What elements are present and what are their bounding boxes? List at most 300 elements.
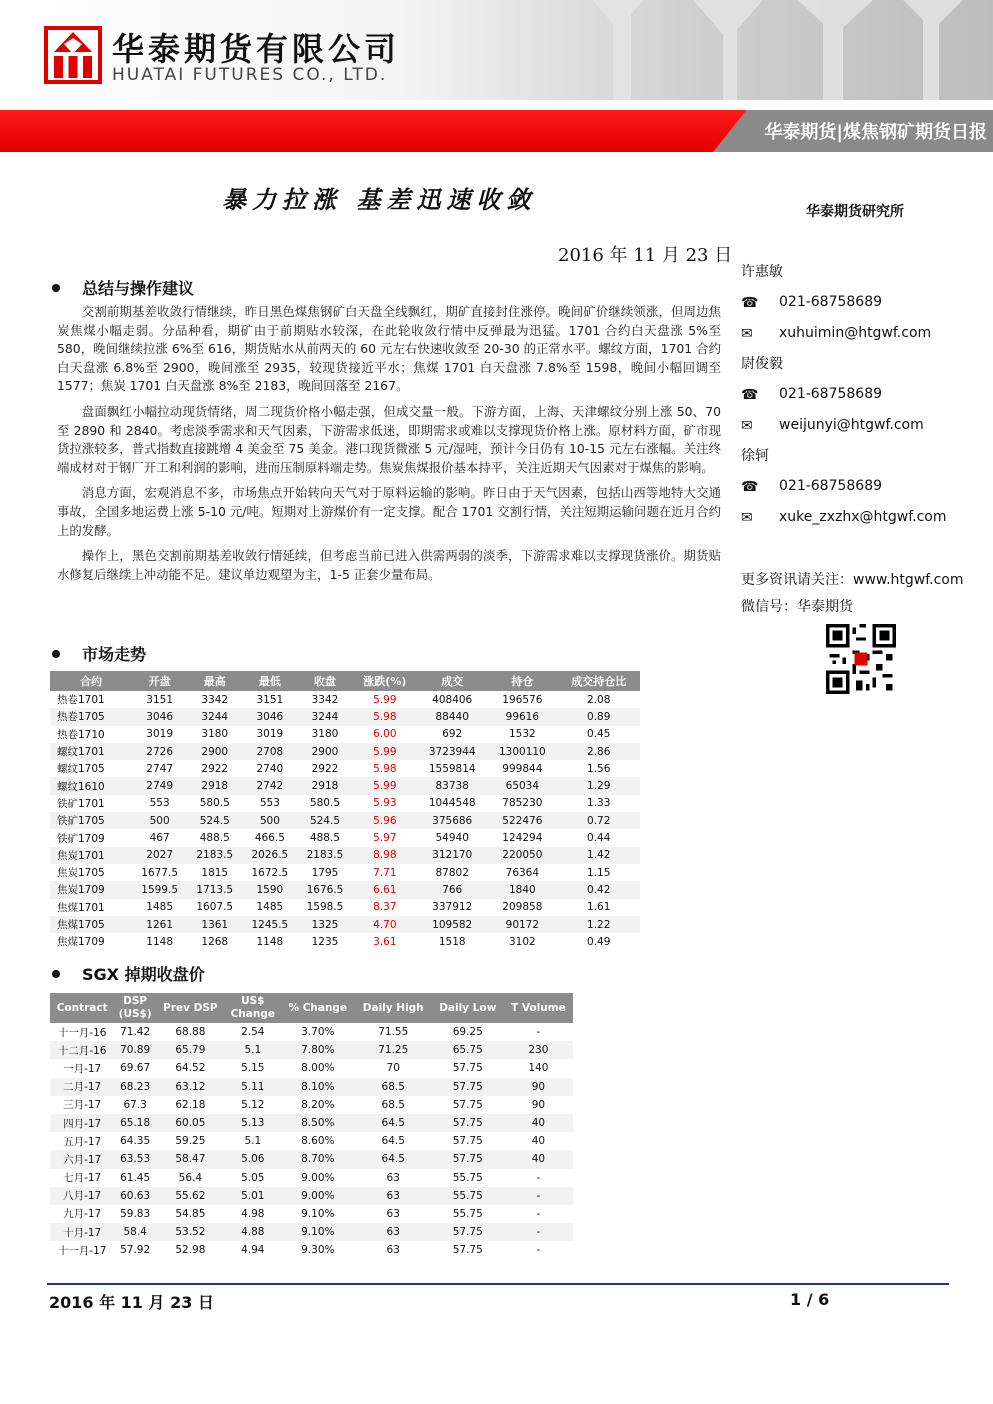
phone-text: 021-68758689 [779,294,883,310]
table-cell: 2742 [242,777,297,794]
table-cell: 55.75 [452,1171,483,1184]
table-cell: 58.47 [156,1150,225,1168]
table-cell: 一月-17 [63,1062,102,1075]
table-cell: 52.98 [175,1244,206,1257]
table-cell: 3151 [146,693,174,706]
table-cell: 十月-17 [50,1223,114,1241]
table-cell: 螺纹1610 [50,777,132,794]
table-cell: 0.45 [587,728,611,741]
table-cell: - [536,1171,541,1184]
table-cell: 1672.5 [251,866,289,879]
table-cell: 220050 [487,847,557,864]
table-cell: 1676.5 [297,881,352,898]
table-cell: 1300110 [487,743,557,760]
table-cell: 1559814 [428,762,476,775]
table-cell: 87802 [435,866,469,879]
table-cell: 5.98 [353,708,418,725]
table-cell: 2922 [201,762,229,775]
table-cell: 88440 [417,708,487,725]
table-cell: 60.05 [156,1114,225,1132]
table-row [50,1023,573,1041]
table-cell: 76364 [505,866,540,879]
table-cell: 61.45 [120,1171,151,1184]
table-cell: 1268 [201,935,229,948]
table-cell: 70.89 [114,1041,156,1059]
table-cell: 1485 [256,901,284,914]
table-cell: 2027 [132,847,187,864]
table-cell: 68.5 [381,1098,405,1111]
table-cell: 55.75 [452,1207,483,1220]
table-cell: 57.75 [452,1098,483,1111]
report-date: 2016 年 11 月 23 日 [558,245,733,266]
table-cell: 53.52 [156,1223,225,1241]
column-header: 最高 [187,671,242,691]
column-header: 开盘 [132,671,187,691]
table-cell: 999844 [502,762,543,775]
table-cell: 1.61 [587,901,611,914]
table-cell: 2749 [132,777,187,794]
table-cell: 5.97 [373,832,397,845]
table-cell: 67.3 [123,1098,147,1111]
table-cell: 1677.5 [141,866,179,879]
column-header: 成交 [417,671,487,691]
table-row [50,691,640,708]
table-row [50,1041,573,1059]
column-header: 最低 [242,671,297,691]
table-cell: 1840 [487,881,557,898]
summary-paragraph: 交割前期基差收敛行情继续，昨日黑色煤焦钢矿白天盘全线飘红，期矿直接封住涨停。晚间矿价继续领涨，但周边焦炭焦煤小幅走弱。分品种看，期矿由于前期贴水较深，在此轮收敛行情中反弹最为迅猛。1701 合约白天盘涨 5%至 580，晚间继续拉涨 6%至 616，期货贴水从前两天的 60 元左右快速收敛至 20-30 的正常水平。螺纹方面，1701 合约白天盘涨 6.8%至 2900，晚间涨至 2935，较现货接近平水；焦煤 1701 白天盘涨 7.8%至 1598，晚间小幅回调至 1577；焦炭 1701 白天盘涨 8%至 2183，晚间回落至 2167。 [57,304,721,394]
table-cell: - [536,1207,541,1220]
table-cell: 63 [386,1171,400,1184]
table-cell: 90172 [487,916,557,933]
table-row [50,743,640,760]
table-cell: 1361 [187,916,242,933]
table-row [50,1150,573,1168]
analyst-email[interactable] [741,323,986,354]
table-cell: 64.5 [355,1114,432,1132]
analyst-phone [741,384,986,415]
table-cell: 1235 [311,935,339,948]
column-header: Contract [50,993,114,1023]
table-cell: 八月-17 [50,1187,114,1205]
table-cell: 3244 [297,708,352,725]
page-number: 1 / 6 [790,1290,830,1309]
summary-heading-text: 总结与操作建议 [82,279,195,298]
column-header: 涨跌(%) [353,671,418,691]
table-row [50,1169,573,1187]
table-cell: 1599.5 [132,881,187,898]
table-cell: 64.5 [381,1135,405,1148]
table-cell: 64.5 [355,1150,432,1168]
header-decoration [573,0,993,100]
table-row [50,899,640,916]
table-cell: - [504,1223,573,1241]
table-cell: 56.4 [178,1171,203,1184]
table-cell: 1.29 [557,777,640,794]
table-header-row [50,993,573,1023]
table-cell: 54.85 [175,1207,206,1220]
table-cell: 4.88 [225,1223,281,1241]
table-cell: 1245.5 [242,916,297,933]
table-cell: 408406 [432,693,473,706]
table-cell: 57.75 [452,1062,483,1075]
table-cell: 7.80% [281,1041,355,1059]
table-cell: 64.35 [120,1135,151,1148]
table-cell: 五月-17 [63,1135,102,1148]
table-cell: 69.67 [120,1062,151,1075]
table-cell: 3046 [242,708,297,725]
table-cell: 铁矿1705 [50,812,132,829]
table-cell: 3.61 [373,935,397,948]
table-cell: 488.5 [309,832,340,845]
report-banner [0,110,993,152]
mail-icon: ✉ [741,326,753,342]
table-cell: 337912 [432,901,473,914]
table-cell: 3.70% [301,1026,335,1039]
table-cell: 140 [528,1062,549,1075]
table-cell: 57.75 [432,1150,504,1168]
summary-paragraph: 操作上，黑色交割前期基差收敛行情延续，但考虑当前已进入供需两弱的淡季，下游需求难以支撑现货涨价。期货贴水修复后继续上冲动能不足。建议单边观望为主，1-5 正套少量布局。 [57,548,721,582]
more-info-link[interactable]: 更多资讯请关注：www.htgwf.com [741,572,964,588]
table-cell: 铁矿1709 [57,832,105,845]
table-cell: 1.33 [587,797,611,810]
table-row [50,1205,573,1223]
analyst-email[interactable] [741,507,986,538]
table-row [50,726,640,743]
email-text[interactable]: xuke_zxzhx@htgwf.com [779,509,947,525]
footer-divider [47,1283,949,1285]
table-cell: 2922 [311,762,339,775]
table-row [50,795,640,812]
table-cell: 焦炭1709 [50,881,132,898]
table-row [50,1096,573,1114]
bullet-icon [52,284,60,292]
mail-icon: ✉ [741,418,753,434]
table-cell: 5.11 [225,1078,281,1096]
table-cell: 热卷1701 [57,694,105,707]
table-cell: 63 [355,1223,432,1241]
table-cell: 65.75 [432,1041,504,1059]
analyst-name: 许惠敏 [741,264,783,280]
table-cell: 七月-17 [63,1172,102,1185]
table-cell: 2026.5 [242,847,297,864]
table-cell: 40 [504,1150,573,1168]
table-cell: 5.98 [373,762,397,775]
table-cell: 2726 [132,743,187,760]
table-cell: 1325 [297,916,352,933]
table-cell: 55.75 [432,1187,504,1205]
table-cell: 63.53 [114,1150,156,1168]
sgx-heading [52,962,205,985]
table-cell: 九月-17 [63,1208,102,1221]
table-cell: 9.00% [301,1171,335,1184]
table-cell: 70 [386,1062,400,1075]
table-cell: 3180 [201,728,229,741]
table-cell: 2918 [297,777,352,794]
footer-date: 2016 年 11 月 23 日 [49,1293,214,1312]
page-header [0,0,993,100]
table-body [50,691,640,950]
table-cell: 焦煤1705 [50,916,132,933]
table-cell: 68.5 [355,1078,432,1096]
table-cell: 2.54 [241,1026,265,1039]
table-cell: 焦炭1705 [57,867,105,880]
column-header: US$ Change [225,993,281,1023]
table-cell: 8.50% [281,1114,355,1132]
table-cell: 60.63 [114,1187,156,1205]
email-text[interactable]: weijunyi@htgwf.com [779,417,924,433]
table-cell: 2900 [297,743,352,760]
table-cell: 螺纹1705 [57,763,105,776]
table-cell: 375686 [417,812,487,829]
table-cell: 5.99 [373,693,397,706]
table-cell: 9.10% [301,1207,335,1220]
table-cell: 99616 [487,708,557,725]
table-cell: 57.92 [120,1244,151,1257]
table-row [50,1078,573,1096]
table-cell: 3102 [508,935,536,948]
column-header: % Change [281,993,355,1023]
table-header-row [50,671,640,691]
table-cell: 57.75 [432,1078,504,1096]
table-cell: 68.23 [114,1078,156,1096]
analyst-contacts [741,262,986,538]
table-cell: 63 [386,1244,400,1257]
table-cell: 焦煤1701 [57,901,105,914]
table-cell: 68.88 [175,1026,206,1039]
table-cell: 65.18 [114,1114,156,1132]
table-cell: 90 [531,1098,546,1111]
table-cell: 63 [355,1187,432,1205]
table-cell: 785230 [502,797,543,810]
table-cell: 十一月-17 [57,1244,107,1257]
table-cell: 553 [149,797,170,810]
table-cell: 124294 [502,832,543,845]
table-cell: 59.83 [120,1207,151,1220]
table-cell: 40 [504,1114,573,1132]
table-row [50,881,640,898]
table-cell: 63 [386,1207,400,1220]
report-title: 暴力拉涨 基差迅速收敛 [222,185,537,214]
table-cell: 69.25 [452,1026,483,1039]
table-cell: 5.93 [373,797,397,810]
wechat-id: 微信号：华泰期货 [741,599,853,615]
table-cell: 3019 [146,728,174,741]
table-cell: 500 [132,812,187,829]
table-cell: 524.5 [297,812,352,829]
table-cell: 57.75 [452,1135,483,1148]
column-header: 收盘 [297,671,352,691]
table-cell: 522476 [487,812,557,829]
table-cell: 467 [149,832,170,845]
table-cell: 热卷1705 [50,708,132,725]
summary-body [57,303,721,591]
column-header: Daily High [355,993,432,1023]
sgx-heading-text: SGX 掉期收盘价 [82,965,205,984]
table-cell: 553 [259,797,280,810]
table-row [50,933,640,950]
table-cell: 1148 [256,935,284,948]
table-cell: 1518 [438,935,466,948]
table-cell: 5.99 [353,777,418,794]
table-cell: 1.22 [557,916,640,933]
table-cell: 5.99 [353,743,418,760]
table-cell: 4.98 [241,1207,265,1220]
table-cell: 3342 [311,693,339,706]
table-cell: 63.12 [156,1078,225,1096]
report-name: 华泰期货|煤焦钢矿期货日报 [764,122,987,143]
table-cell: 十一月-16 [57,1026,107,1039]
table-cell: 铁矿1701 [57,797,105,810]
table-cell: 1532 [508,728,536,741]
column-header: 合约 [50,671,132,691]
table-cell: 1590 [242,881,297,898]
table-cell: 4.94 [241,1244,265,1257]
table-cell: 焦炭1701 [50,847,132,864]
table-cell: 三月-17 [63,1099,102,1112]
table-cell: 8.00% [301,1062,335,1075]
table-cell: 3723944 [417,743,487,760]
table-row [50,760,640,777]
table-cell: 109582 [417,916,487,933]
table-row [50,1059,573,1077]
company-name-en: HUATAI FUTURES CO., LTD. [112,65,388,85]
phone-icon: ☎ [741,295,759,311]
table-cell: 7.71 [373,866,397,879]
table-body [50,1023,573,1259]
analyst-name: 徐轲 [741,448,769,464]
table-cell: 8.70% [281,1150,355,1168]
bullet-icon [52,970,60,978]
table-cell: 83738 [417,777,487,794]
table-cell: 65.79 [156,1041,225,1059]
table-cell: 5.96 [353,812,418,829]
table-cell: 2.08 [587,693,611,706]
table-cell: 65034 [487,777,557,794]
table-cell: 40 [531,1135,546,1148]
analyst-email[interactable] [741,415,986,446]
table-cell: 1.56 [587,762,611,775]
table-row [50,1132,573,1150]
table-cell: 580.5 [199,797,230,810]
phone-text: 021-68758689 [779,478,883,494]
table-cell: 8.37 [373,901,397,914]
phone-text: 021-68758689 [779,386,883,402]
table-cell: 9.10% [281,1223,355,1241]
table-row [50,1241,573,1259]
table-row [50,847,640,864]
table-cell: 2708 [242,743,297,760]
table-cell: 57.75 [432,1223,504,1241]
table-cell: 1.42 [557,847,640,864]
summary-paragraph: 盘面飘红小幅拉动现货情绪，周二现货价格小幅走强，但成交量一般。下游方面，上海、天津螺纹分别上涨 50、70 至 2890 和 2840。考虑淡季需求和天气因素，下游需求低迷，即期需求或难以支撑现货价格上涨。原材料方面，矿市现货拉涨较多，普式指数直接跳增 4 美金至 75 美金。港口现货微涨 5 元/湿吨，预计今日仍有 10-15 元左右涨幅。关注终端成材对于钢厂开工和利润的影响，进而压制原料端走势。焦炭焦煤报价基本持平，关注近期天气因素对于煤焦的影响。 [57,403,721,475]
table-row [50,829,640,846]
table-cell: 196576 [502,693,543,706]
table-cell: 5.01 [225,1187,281,1205]
table-cell: 六月-17 [50,1150,114,1168]
table-cell: 热卷1710 [57,728,105,741]
table-cell: 0.72 [557,812,640,829]
column-header: 持仓 [487,671,557,691]
table-row [50,708,640,725]
table-cell: 6.61 [353,881,418,898]
table-cell: - [504,1187,573,1205]
table-cell: 1598.5 [306,901,344,914]
table-cell: 57.75 [432,1114,504,1132]
table-row [50,812,640,829]
table-cell: 9.00% [281,1187,355,1205]
table-cell: 488.5 [199,832,230,845]
table-cell: 524.5 [187,812,242,829]
institute-name: 华泰期货研究所 [806,204,904,220]
table-cell: 71.42 [120,1026,151,1039]
table-cell: 58.4 [114,1223,156,1241]
table-cell: 1607.5 [196,901,234,914]
table-cell: 312170 [417,847,487,864]
table-cell: 3244 [187,708,242,725]
table-cell: 62.18 [175,1098,206,1111]
table-row [50,1114,573,1132]
analyst-phone [741,292,986,323]
table-cell: 6.00 [373,728,397,741]
table-cell: 64.52 [175,1062,206,1075]
table-cell: 5.1 [225,1041,281,1059]
table-cell: 55.62 [156,1187,225,1205]
table-cell: 0.89 [557,708,640,725]
table-cell: 1795 [311,866,339,879]
table-cell: 230 [504,1041,573,1059]
table-row [50,777,640,794]
huatai-logo-icon [44,26,102,84]
table-cell: 2183.5 [297,847,352,864]
table-cell: 5.13 [225,1114,281,1132]
table-cell: 580.5 [309,797,340,810]
table-cell: 2.86 [557,743,640,760]
table-cell: 0.49 [587,935,611,948]
summary-paragraph: 消息方面，宏观消息不多，市场焦点开始转向天气对于原料运输的影响。昨日由于天气因素，包括山西等地特大交通事故，全国多地运费上涨 5-10 元/吨。短期对上游煤价有一定支撑。配合 1701 交割行情，关注短期运输问题在近月合约上的发酵。 [57,485,721,538]
mail-icon: ✉ [741,510,753,526]
table-cell: 1.15 [587,866,611,879]
table-cell: 90 [504,1078,573,1096]
table-row [50,916,640,933]
table-cell: 54940 [435,832,469,845]
column-header: DSP (US$) [114,993,156,1023]
table-cell: 十二月-16 [50,1041,114,1059]
table-cell: 9.30% [301,1244,335,1257]
table-cell: 59.25 [175,1135,206,1148]
table-cell: 3180 [311,728,339,741]
table-cell: - [536,1026,541,1039]
table-row [50,864,640,881]
table-cell: 1148 [146,935,174,948]
column-header: T Volume [504,993,573,1023]
table-cell: 1044548 [428,797,476,810]
market-heading [52,642,146,665]
table-cell: 二月-17 [50,1078,114,1096]
column-header: 成交持仓比 [557,671,640,691]
table-cell: 0.42 [557,881,640,898]
column-header: Prev DSP [156,993,225,1023]
analyst-phone [741,476,986,507]
table-cell: 4.70 [353,916,418,933]
table-cell: 2918 [187,777,242,794]
table-cell: 3046 [132,708,187,725]
email-text[interactable]: xuhuimin@htgwf.com [779,325,932,341]
table-cell: 0.44 [587,832,611,845]
market-table [50,671,640,950]
table-cell: 2900 [187,743,242,760]
table-cell: 500 [242,812,297,829]
